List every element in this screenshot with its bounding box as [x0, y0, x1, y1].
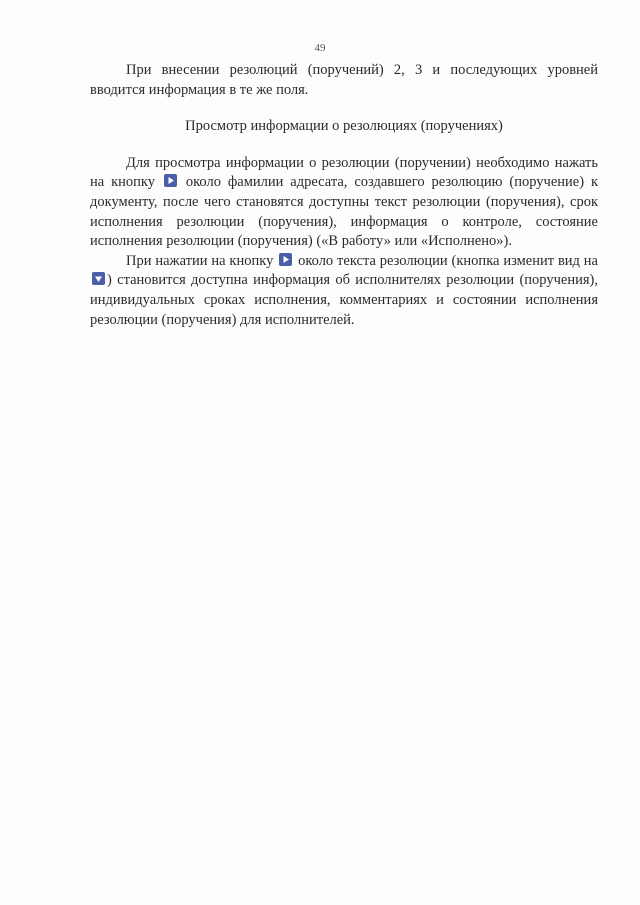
section-heading: Просмотр информации о резолюциях (поручениях) — [185, 118, 503, 135]
play-down-icon — [92, 272, 105, 285]
paragraph-view-resolution — [90, 154, 598, 252]
paragraph-text: около текста резолюции (кнопка изменит вид на — [298, 252, 598, 269]
page-content — [90, 61, 598, 330]
paragraph-text: около фамилии адресата, создавшего резолюцию (поручение) к документу, после чего становятся доступны текст резолюции (поручения), срок исполнения резолюции (поручения), информация о контроле, состояние исполнения резолюции (поручения) («В работу» или «Исполнено»). — [90, 174, 599, 250]
page-number: 49 — [314, 42, 326, 54]
paragraph-text: Для просмотра информации о резолюции (поручении) необходимо нажать на кнопку — [90, 154, 598, 191]
intro-paragraph: При внесении резолюций (поручений) 2, 3 и последующих уровней вводится информация в те же поля. — [90, 62, 598, 98]
paragraph-text: При нажатии на кнопку — [126, 252, 274, 269]
play-right-icon — [279, 253, 292, 266]
paragraph-expand-resolution — [90, 252, 598, 330]
paragraph-text: ) становится доступна информация об исполнителях резолюции (поручения), индивидуальных сроках исполнения, комментариях и состоянии исполнения резолюции (поручения) для исполнителей. — [90, 272, 598, 328]
play-right-icon — [164, 174, 177, 187]
